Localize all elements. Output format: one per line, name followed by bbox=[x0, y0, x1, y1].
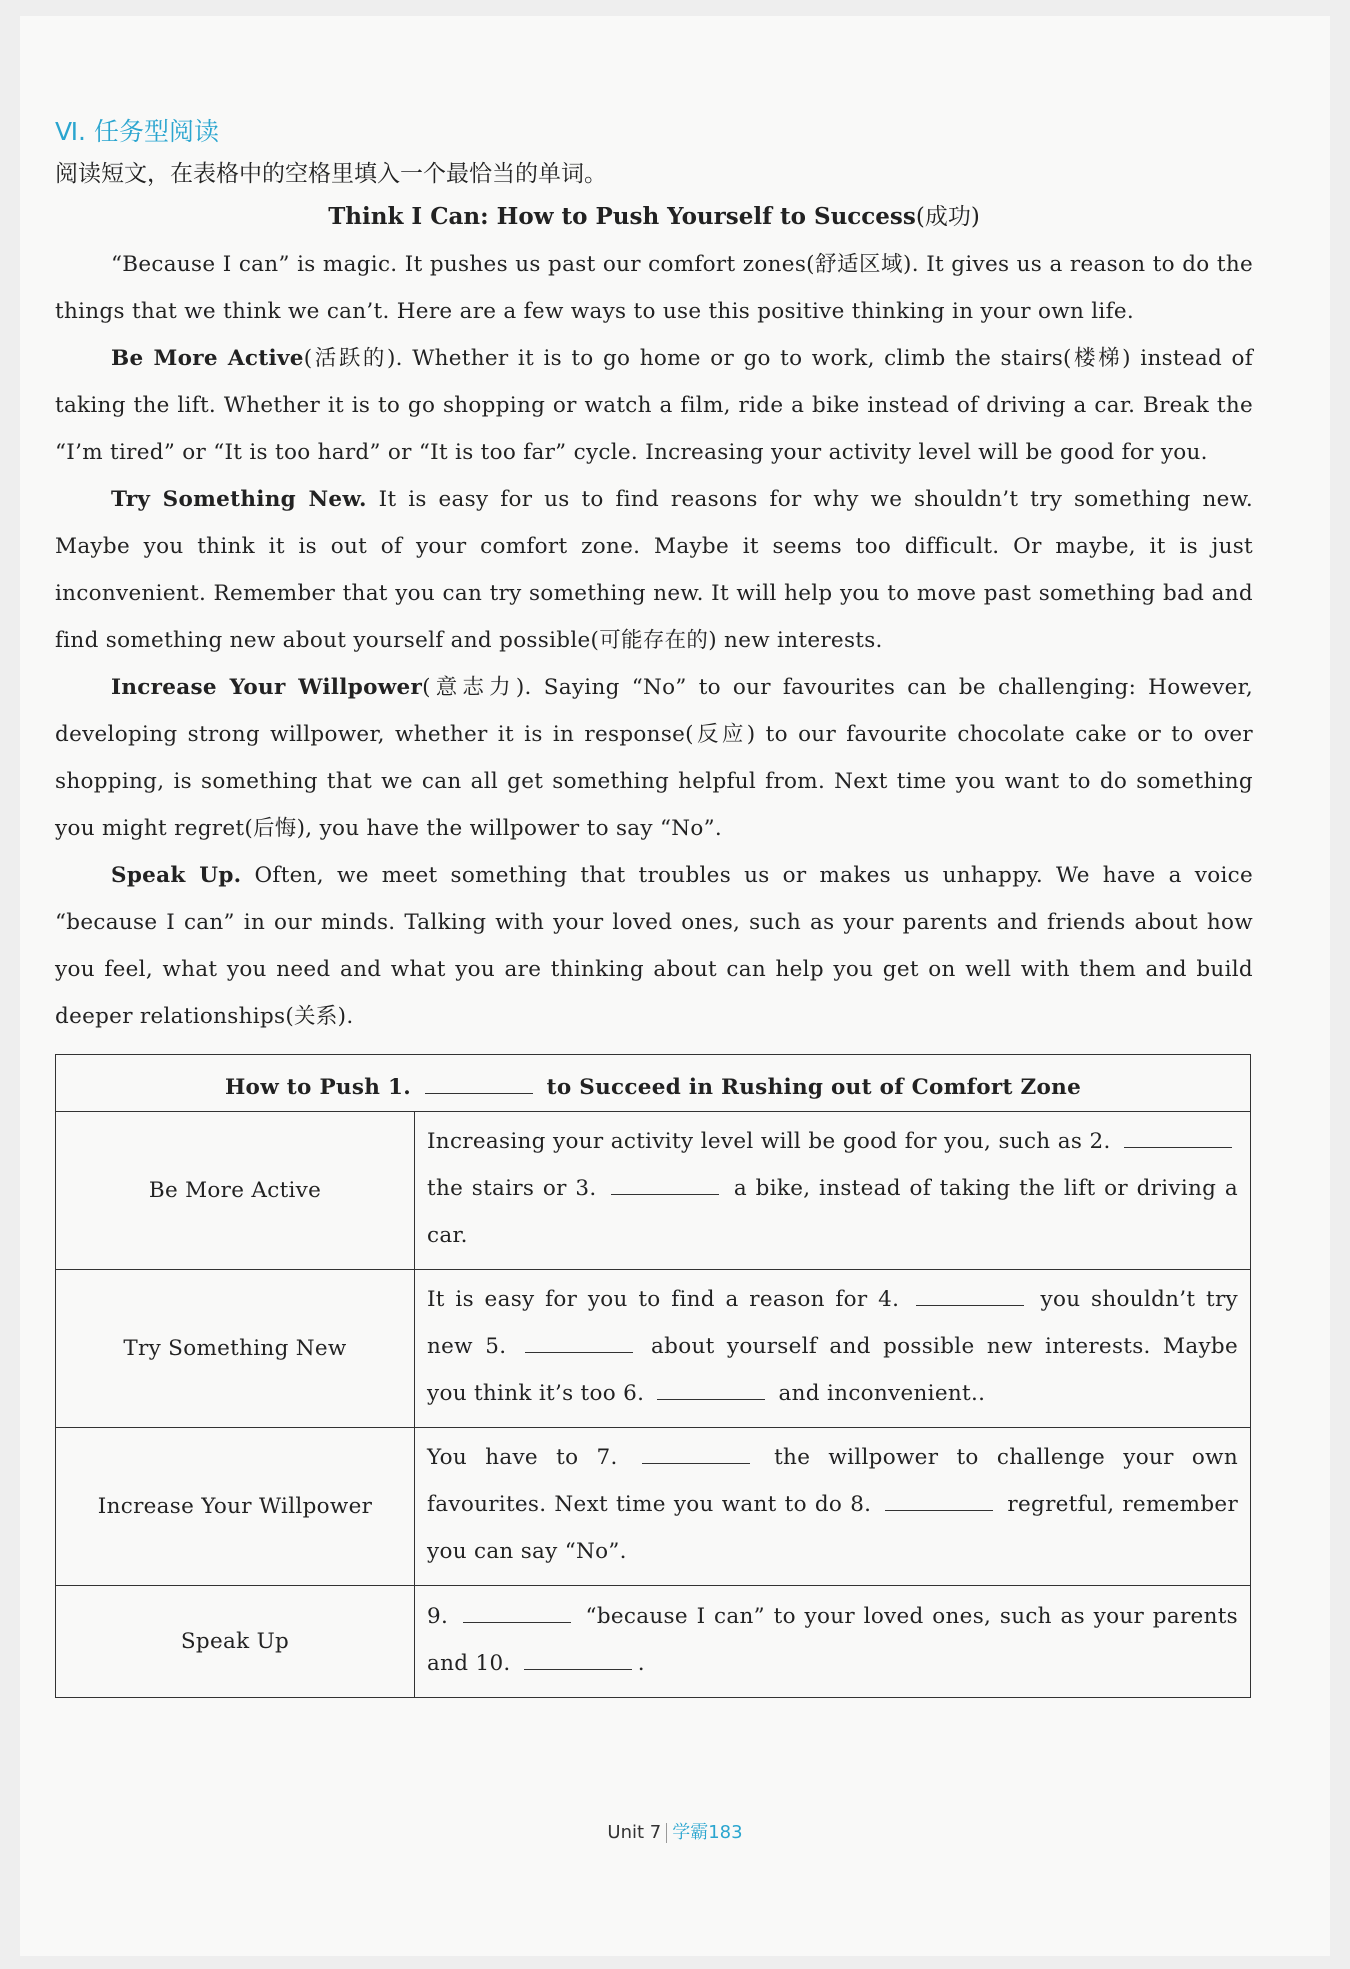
article-title-note: (成功) bbox=[915, 204, 980, 230]
detail-text: You have to 7. bbox=[427, 1445, 618, 1470]
detail-text: regretful, remember you can say “No”. bbox=[427, 1492, 1239, 1564]
blank-5[interactable] bbox=[525, 1326, 633, 1353]
row-label: Try Something New bbox=[56, 1270, 415, 1428]
table-header-row bbox=[56, 1055, 1251, 1112]
paragraph-speak-up bbox=[55, 852, 1253, 1040]
summary-table bbox=[55, 1054, 1251, 1698]
detail-text: It is easy for you to find a reason for 4. bbox=[427, 1287, 900, 1312]
paragraph-body: (意志力). Saying “No” to our favourites can be challenging: However, developing strong willpower, whether it is in response(反应) to our favourite chocolate cake or to over shopping, is something that we can all get something helpful from. Next time you want to do something you might regret(后悔), you have the willpower to say “No”. bbox=[55, 675, 1254, 841]
detail-text: Increasing your activity level will be good for you, such as 2. bbox=[427, 1129, 1111, 1154]
paragraph-body: (活跃的). Whether it is to go home or go to work, climb the stairs(楼梯) instead of taking the lift. Whether it is to go shopping or watch a film, ride a bike instead of driving a car. Break the “I’m tired” or “It is too hard” or “It is too far” cycle. Increasing your activity level will be good for you. bbox=[55, 346, 1253, 465]
article-title bbox=[55, 197, 1253, 237]
paragraph-increase-willpower bbox=[55, 664, 1253, 852]
detail-text: the willpower to challenge your own favourites. Next time you want to do 8. bbox=[427, 1445, 1239, 1517]
instruction: 阅读短文，在表格中的空格里填入一个最恰当的单词。 bbox=[55, 161, 607, 187]
detail-text: you shouldn’t try new 5. bbox=[427, 1287, 1238, 1359]
paragraph-body: Often, we meet something that troubles us or makes us unhappy. We have a voice “because I can” in our minds. Talking with your loved ones, such as your parents and friends about how you feel, what you need and what you are thinking about can help you get on well with them and build deeper relationships(关系). bbox=[55, 863, 1253, 1029]
footer-brand: 学霸 bbox=[672, 1822, 709, 1843]
blank-10[interactable] bbox=[524, 1643, 632, 1670]
row-detail bbox=[415, 1428, 1251, 1586]
detail-text: a bike, instead of taking the lift or driving a car. bbox=[427, 1176, 1238, 1248]
footer-unit: Unit 7 bbox=[607, 1822, 662, 1843]
paragraph-heading: Speak Up. bbox=[111, 863, 242, 888]
header-text-start: How to Push 1. bbox=[224, 1074, 412, 1100]
section-title: Ⅵ. 任务型阅读 bbox=[55, 117, 219, 146]
table-row bbox=[56, 1112, 1251, 1270]
row-detail bbox=[415, 1586, 1251, 1698]
page-footer bbox=[0, 1818, 1350, 1844]
blank-3[interactable] bbox=[611, 1168, 719, 1195]
table-row bbox=[56, 1270, 1251, 1428]
detail-text: 9. bbox=[427, 1603, 449, 1629]
paragraph-body: It is easy for us to find reasons for why we shouldn’t try something new. Maybe you think it is out of your comfort zone. Maybe it seems too difficult. Or maybe, it is just inconvenient. Remember that you can try something new. It will help you to move past something bad and find something new about yourself and possible(可能存在的) new interests. bbox=[55, 487, 1253, 653]
paragraph-heading: Try Something New. bbox=[111, 487, 367, 512]
row-label: Be More Active bbox=[56, 1112, 415, 1270]
paragraph-heading: Increase Your Willpower bbox=[111, 675, 423, 700]
header-text-end: to Succeed in Rushing out of Comfort Zone bbox=[546, 1074, 1082, 1100]
detail-text: the stairs or 3. bbox=[427, 1176, 597, 1201]
row-label: Speak Up bbox=[56, 1586, 415, 1698]
detail-text: “because I can” to your loved ones, such as your parents and 10. bbox=[427, 1603, 1238, 1676]
paragraph-be-more-active bbox=[55, 335, 1253, 476]
detail-text: about yourself and possible new interests. Maybe you think it’s too 6. bbox=[427, 1334, 1238, 1406]
blank-9[interactable] bbox=[463, 1596, 571, 1623]
footer-page-number: 183 bbox=[708, 1822, 743, 1843]
worksheet bbox=[55, 115, 1253, 1698]
detail-text: . bbox=[637, 1650, 645, 1676]
row-detail bbox=[415, 1270, 1251, 1428]
detail-text: and inconvenient.. bbox=[778, 1381, 986, 1406]
blank-1[interactable] bbox=[425, 1067, 533, 1094]
article-title-text: Think I Can: How to Push Yourself to Success bbox=[328, 203, 916, 230]
paragraph-heading: Be More Active bbox=[111, 346, 304, 371]
blank-8[interactable] bbox=[885, 1484, 993, 1511]
blank-7[interactable] bbox=[642, 1437, 750, 1464]
paragraph-try-something-new bbox=[55, 476, 1253, 664]
blank-2[interactable] bbox=[1124, 1121, 1232, 1148]
footer-divider bbox=[666, 1823, 667, 1843]
blank-4[interactable] bbox=[916, 1279, 1024, 1306]
table-row bbox=[56, 1428, 1251, 1586]
blank-6[interactable] bbox=[657, 1373, 765, 1400]
intro-paragraph: “Because I can” is magic. It pushes us past our comfort zones(舒适区域). It gives us a reason to do the things that we think we can’t. Here are a few ways to use this positive thinking in your own life. bbox=[55, 252, 1253, 324]
table-row bbox=[56, 1586, 1251, 1698]
row-detail bbox=[415, 1112, 1251, 1270]
row-label: Increase Your Willpower bbox=[56, 1428, 415, 1586]
table-header bbox=[56, 1055, 1251, 1112]
